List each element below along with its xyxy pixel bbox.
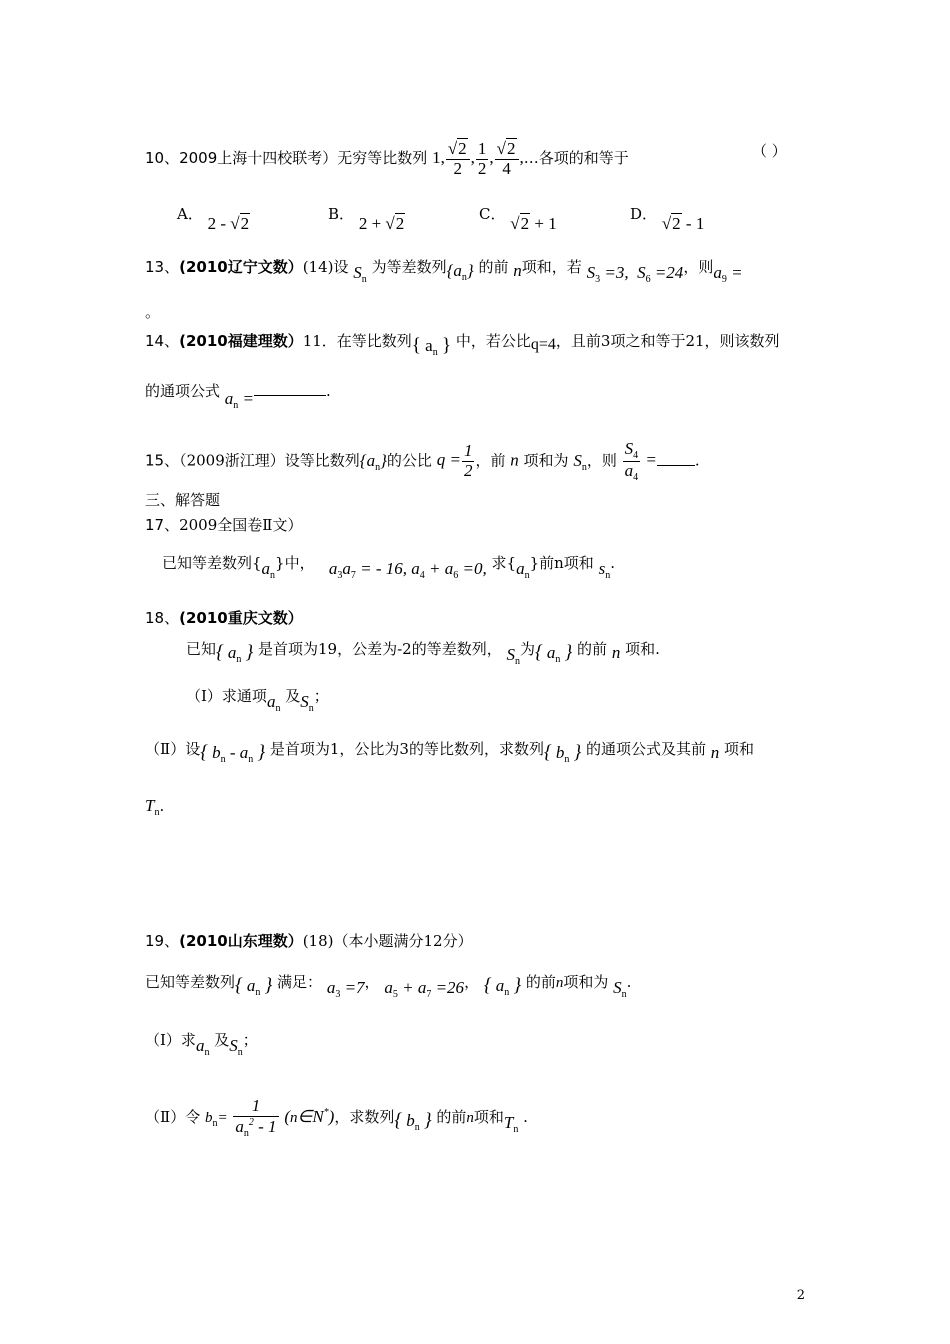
formula-an-equals: $a_n$ = bbox=[224, 389, 255, 411]
text: 已知 bbox=[186, 640, 217, 658]
question-stem: 无穷等比数列 bbox=[337, 149, 428, 168]
text: （Ⅰ）求 bbox=[145, 1031, 196, 1049]
text: 满足： bbox=[277, 973, 323, 991]
text: ，且前3项之和等于21，则该数列 bbox=[555, 332, 780, 350]
option-c bbox=[479, 204, 557, 233]
formula-conditions: $a_3a_7$ = - 16, $a_4 + a_6 =0$, bbox=[328, 559, 487, 581]
q13-end-mark: 。 bbox=[145, 303, 161, 321]
text: ； bbox=[242, 1031, 258, 1049]
question-number: 14、 bbox=[145, 332, 180, 350]
formula-an-set: { $a_n$ } bbox=[483, 975, 522, 998]
formula-tn: $T_n$ bbox=[503, 1112, 519, 1135]
question-19-part1 bbox=[145, 1030, 258, 1058]
option-d-formula: √2 - 1 bbox=[661, 214, 705, 233]
text: 是首项为19，公差为-2的等差数列， bbox=[258, 640, 502, 658]
formula-an: $a_n$ bbox=[516, 559, 530, 581]
option-b-formula: 2 + √2 bbox=[358, 214, 405, 233]
formula-an: $a_n$ bbox=[261, 559, 276, 581]
formula-sn: $s_n$ bbox=[598, 559, 611, 581]
question-number: 10、 bbox=[145, 149, 180, 168]
formula-sn: $S_n$ bbox=[573, 450, 587, 473]
text: 求{ bbox=[491, 554, 517, 572]
formula-n: n bbox=[466, 1109, 474, 1126]
question-source: (2010重庆文数） bbox=[179, 609, 303, 627]
text: ； bbox=[313, 687, 329, 705]
answer-blank bbox=[254, 395, 326, 396]
question-18-part1 bbox=[186, 686, 329, 714]
text: 已知等差数列 bbox=[145, 973, 236, 991]
text: ， bbox=[464, 973, 480, 991]
formula-bn-set: { $b_n$ } bbox=[394, 1109, 432, 1133]
question-source: 2009全国卷Ⅱ文） bbox=[179, 516, 303, 534]
text: 为 bbox=[520, 640, 536, 658]
option-b-label: B． bbox=[328, 205, 355, 223]
text: 项和，若 bbox=[521, 258, 582, 276]
formula-tn: $T_n$. bbox=[145, 796, 165, 818]
formula-sn: $S_n$ bbox=[506, 645, 520, 667]
formula-an-set: { $a_n$ } bbox=[535, 642, 573, 665]
question-10 bbox=[145, 140, 629, 178]
text: 项和 bbox=[473, 1107, 504, 1126]
question-17 bbox=[145, 516, 302, 534]
formula-a3: $a_3 =7$ bbox=[326, 978, 365, 1000]
text: 项和. bbox=[625, 640, 660, 658]
formula-an-set: { $a_n$ } bbox=[235, 975, 273, 998]
question-number: 13、 bbox=[145, 258, 180, 276]
question-number: 19、 bbox=[145, 932, 180, 950]
formula-an-set: { $a_n$ } bbox=[216, 642, 254, 665]
text: }前n项和 bbox=[529, 554, 594, 572]
section-heading: 三、解答题 bbox=[145, 491, 221, 509]
text: 及 bbox=[214, 1031, 230, 1049]
option-d-label: D． bbox=[630, 205, 658, 223]
text: 的前 bbox=[525, 973, 556, 991]
option-a-formula: 2 - √2 bbox=[207, 214, 250, 233]
question-source: (2010辽宁文数） bbox=[179, 258, 303, 276]
text: 中，若公比 bbox=[455, 332, 531, 350]
formula-q-half: q = $\frac{1}{2}$ bbox=[436, 441, 473, 480]
formula-sn: $S_n$ bbox=[613, 978, 627, 1000]
option-b bbox=[328, 204, 405, 233]
text: 的通项公式 bbox=[145, 382, 221, 400]
text: 是首项为1，公比为3的等比数列，求数列 bbox=[269, 740, 544, 758]
answer-paren: （ ） bbox=[752, 142, 787, 160]
text: ，求数列 bbox=[334, 1107, 395, 1126]
answer-blank bbox=[657, 465, 695, 466]
question-19-part2: （Ⅱ）令 $b_n=$ $\frac{1}{a_n^2 - 1}$ (n∈N*)，求数列{ $b_n$ } 的前n项和$T_n$ . bbox=[145, 1096, 528, 1139]
question-18 bbox=[145, 609, 303, 627]
text: 的公比 bbox=[386, 451, 432, 470]
text: ，前 bbox=[475, 451, 506, 470]
question-19 bbox=[145, 932, 473, 950]
text: 的通项公式及其前 bbox=[585, 740, 706, 758]
text: 设等比数列 bbox=[284, 451, 360, 470]
text: 设 bbox=[333, 258, 349, 276]
question-14 bbox=[145, 330, 780, 358]
question-18-part2 bbox=[145, 738, 755, 765]
question-number: 17、 bbox=[145, 516, 180, 534]
text: 项和 bbox=[724, 740, 755, 758]
formula-sn: $S_n$ bbox=[300, 692, 314, 714]
formula-an-set: $\{a_n\}$ bbox=[446, 261, 474, 283]
text: 的前 bbox=[478, 258, 509, 276]
formula-bn-def: $b_n=$ bbox=[204, 1109, 228, 1129]
question-sub: (14) bbox=[302, 258, 334, 276]
text: ，则 bbox=[586, 451, 617, 470]
formula-bn-set: { $b_n$ } bbox=[543, 742, 582, 765]
option-c-formula: √2 + 1 bbox=[510, 214, 557, 233]
formula-an: $a_n$ bbox=[266, 692, 281, 714]
question-source: (2010山东理数） bbox=[179, 932, 303, 950]
question-13 bbox=[145, 257, 743, 285]
formula-q: q=4 bbox=[530, 336, 556, 353]
formula-a5-a7: $a_5 + a_7 =26$ bbox=[384, 978, 465, 1000]
question-source: (2010福建理数） bbox=[179, 332, 303, 350]
text: （Ⅰ）求通项 bbox=[186, 687, 267, 705]
text: 11．在等比数列 bbox=[302, 332, 412, 350]
text: 为等差数列 bbox=[371, 258, 447, 276]
question-note: （本小题满分12分） bbox=[333, 932, 473, 950]
formula-n-in-N: (n∈N*) bbox=[284, 1106, 335, 1126]
question-15: 15、（2009浙江理）设等比数列$\{a_n\}$的公比 q = $\frac{1}{2}$ ，前 n 项和为 $S_n$，则 $\frac{S_4}{a_4}$ = . bbox=[145, 439, 700, 483]
formula-bn-minus-an: { $b_n - a_n$ } bbox=[200, 742, 266, 765]
question-19-line1: 已知等差数列{ $a_n$ } 满足： $a_3 =7$， $a_5 + a_7 =26$， { $a_n$ } 的前n项和为 $S_n$. bbox=[145, 973, 632, 1000]
option-c-label: C． bbox=[479, 205, 506, 223]
option-a-label: A． bbox=[177, 205, 203, 223]
question-number: 15、 bbox=[145, 451, 180, 470]
text: （Ⅱ）设 bbox=[145, 740, 201, 758]
question-tail: …各项的和等于 bbox=[523, 149, 629, 168]
formula-an-set: $\{a_n\}$ bbox=[359, 450, 387, 473]
formula-fraction: $\frac{1}{a_n^2 - 1}$ bbox=[235, 1096, 277, 1139]
formula-sn: $S_n$ bbox=[229, 1036, 243, 1058]
formula-conditions: $S_3 =3$, $S_6 =24$ bbox=[586, 263, 684, 285]
page-number: 2 bbox=[796, 1288, 805, 1303]
text: ，则 bbox=[683, 258, 714, 276]
option-a bbox=[177, 204, 250, 233]
formula-an: $a_n$ bbox=[195, 1036, 210, 1058]
text: 项和为 bbox=[563, 973, 609, 991]
formula-a9: $a_9$ = bbox=[713, 263, 743, 285]
formula-n: n bbox=[513, 261, 522, 280]
text: 项和为 bbox=[523, 451, 569, 470]
text: 已知等差数列{ bbox=[162, 554, 262, 572]
formula-n: n bbox=[611, 643, 621, 662]
formula-sn: $S_n$ bbox=[353, 263, 367, 285]
text: }中， bbox=[275, 554, 315, 572]
formula-an-set: { $a_n$ } bbox=[411, 335, 452, 358]
question-source: 2009上海十四校联考） bbox=[179, 149, 338, 168]
text: ， bbox=[364, 973, 380, 991]
question-14-line2: 的通项公式 $a_n$ = . bbox=[145, 382, 331, 411]
text: 的前 bbox=[577, 640, 608, 658]
question-sub: (18) bbox=[302, 932, 334, 950]
question-number: 18、 bbox=[145, 609, 180, 627]
text: （Ⅱ）令 bbox=[145, 1107, 201, 1126]
series-formula: 1, $\frac{√2}{2}$ , $\frac{1}{2}$ , $\frac{√2}{4}$ , bbox=[432, 139, 524, 178]
question-18-line1 bbox=[186, 638, 660, 667]
formula-n: n bbox=[510, 450, 519, 470]
question-source: （2009浙江理） bbox=[179, 451, 285, 470]
formula-n: n bbox=[710, 743, 720, 762]
formula-n: n bbox=[555, 975, 564, 991]
text: 的前 bbox=[436, 1107, 467, 1126]
question-17-body: 已知等差数列$\{a_n\}$中， $a_3a_7$ = - 16, $a_4 + a_6 =0$, 求$\{a_n\}$前n项和 $s_n$. bbox=[162, 554, 615, 581]
formula-s4-over-a4: $\frac{S_4}{a_4}$ = bbox=[624, 439, 657, 483]
option-d bbox=[630, 204, 705, 233]
text: 及 bbox=[285, 687, 301, 705]
